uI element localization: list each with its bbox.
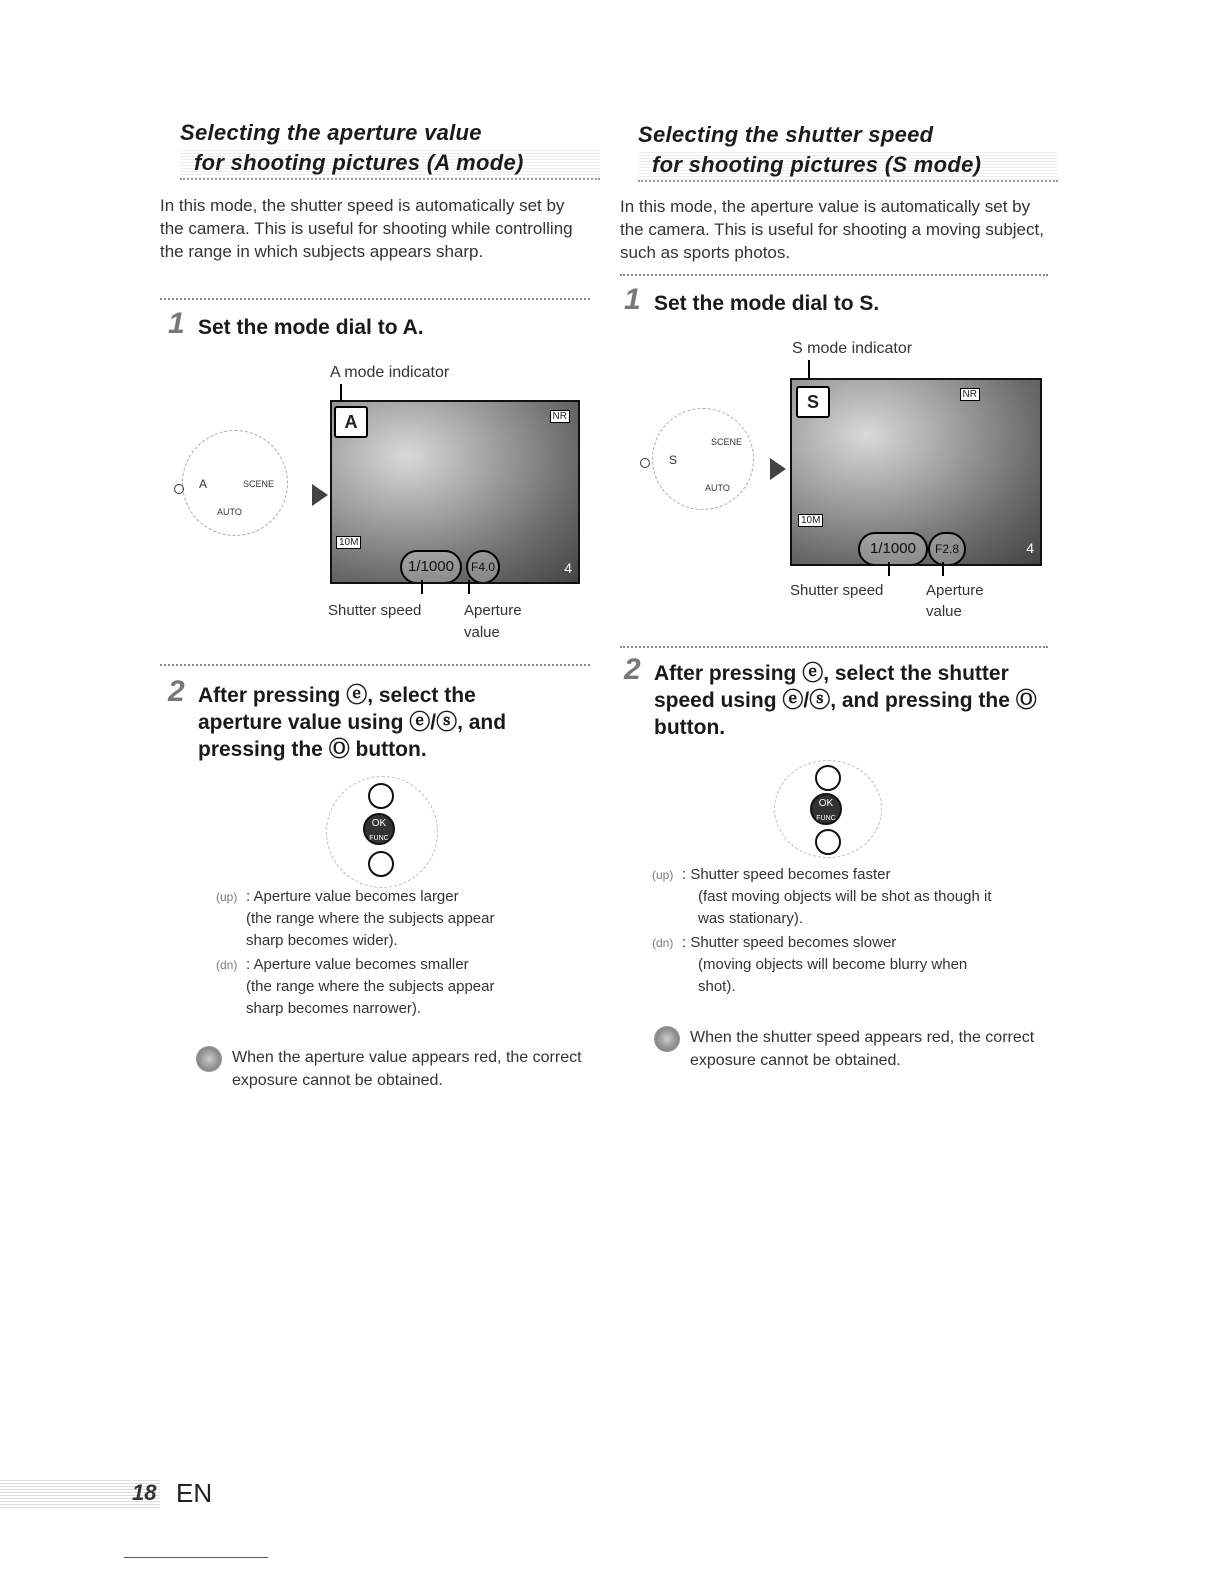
dial-marker <box>640 458 650 468</box>
aperture-readout: F4.0 <box>466 550 500 584</box>
mode-indicator-badge: S <box>796 386 830 418</box>
shutter-caption: Shutter speed <box>790 582 884 599</box>
nr-icon: NR <box>960 388 980 401</box>
desc-item: (up) : Shutter speed becomes faster <box>652 864 1052 886</box>
step-1: 1 Set the mode dial to A. <box>168 307 424 340</box>
up-icon: (up) <box>216 890 238 904</box>
step-2: 2 After pressing ⓔ, select the shutter speed using ⓔ/ⓢ, and pressing the Ⓞ button. <box>624 653 1037 739</box>
up-button-icon <box>368 783 394 809</box>
aperture-pointer <box>942 562 944 576</box>
page-language: EN <box>176 1478 213 1508</box>
caution-note: When the aperture value appears red, the correct exposure cannot be obtained. <box>232 1046 582 1092</box>
down-icon: (dn) <box>216 958 238 972</box>
aperture-pointer <box>468 580 470 594</box>
aperture-caption-2: value <box>926 603 962 620</box>
step-2: 2 After pressing ⓔ, select the aperture value using ⓔ/ⓢ, and pressing the Ⓞ button. <box>168 675 507 761</box>
down-button-icon <box>815 829 841 855</box>
aperture-caption-2: value <box>464 624 500 641</box>
step-number: 2 <box>168 675 185 708</box>
up-icon: (up) <box>652 868 674 882</box>
image-size-icon: 10M <box>336 536 361 549</box>
arrow-icon <box>312 484 328 506</box>
down-button-icon <box>368 851 394 877</box>
desc-list: (up) : Shutter speed becomes faster (fast moving objects will be shot as though it was stationary). (dn) : Shutter speed becomes slower (moving objects will become blurry when shot). <box>652 864 1052 998</box>
mode-dial: A SCENE AUTO <box>182 430 288 536</box>
shutter-caption: Shutter speed <box>328 602 422 619</box>
shutter-speed-readout: 1/1000 <box>858 532 928 566</box>
desc-list: (up) : Aperture value becomes larger (the range where the subjects appear sharp becomes wider). (dn) : Aperture value becomes smaller (the range where the subjects appear sharp becomes narrower). <box>216 886 596 1020</box>
section-title-a-mode: Selecting the aperture value for shooting pictures (A mode) <box>180 118 600 180</box>
divider <box>620 646 1048 648</box>
step-number: 2 <box>624 653 641 686</box>
divider <box>620 274 1048 276</box>
lcd-screen-s <box>790 378 1042 566</box>
down-icon: (dn) <box>652 936 674 950</box>
caution-note: When the shutter speed appears red, the correct exposure cannot be obtained. <box>690 1026 1040 1072</box>
step-number: 1 <box>168 307 185 340</box>
indicator-label: S mode indicator <box>792 340 913 357</box>
section-title-s-mode: Selecting the shutter speed for shooting pictures (S mode) <box>638 120 1058 182</box>
shutter-pointer <box>421 580 423 594</box>
divider <box>160 298 590 300</box>
intro-text: In this mode, the shutter speed is automatically set by the camera. This is useful for shooting while controlling the range in which subjects appears sharp. <box>160 196 573 261</box>
aperture-caption: Aperture <box>926 582 984 599</box>
mode-dial: S SCENE AUTO <box>652 408 754 510</box>
divider <box>160 664 590 666</box>
dial-marker <box>174 484 184 494</box>
arrow-icon <box>770 458 786 480</box>
step-1: 1 Set the mode dial to S. <box>624 283 880 316</box>
image-size-icon: 10M <box>798 514 823 527</box>
caution-icon <box>196 1046 222 1072</box>
footer-line <box>124 1557 268 1558</box>
shutter-speed-readout: 1/1000 <box>400 550 462 584</box>
control-pad <box>774 760 882 858</box>
ok-func-button: OK FUNC <box>363 813 395 845</box>
aperture-readout: F2.8 <box>928 532 966 566</box>
page-number: 18 <box>132 1480 157 1505</box>
aperture-caption: Aperture <box>464 602 522 619</box>
control-pad <box>326 776 438 888</box>
desc-item: (up) : Aperture value becomes larger <box>216 886 596 908</box>
step-number: 1 <box>624 283 641 316</box>
caution-icon <box>654 1026 680 1052</box>
indicator-label: A mode indicator <box>330 364 450 381</box>
shot-count: 4 <box>1026 540 1034 556</box>
desc-item: (dn) : Aperture value becomes smaller <box>216 954 596 976</box>
shutter-pointer <box>888 562 890 576</box>
ok-func-button: OK FUNC <box>810 793 842 825</box>
shot-count: 4 <box>564 560 572 576</box>
intro-text: In this mode, the aperture value is automatically set by the camera. This is useful for shooting a moving subject, such as sports photos. <box>620 197 1044 262</box>
indicator-pointer <box>808 360 810 380</box>
nr-icon: NR <box>550 410 570 423</box>
desc-item: (dn) : Shutter speed becomes slower <box>652 932 1052 954</box>
mode-indicator-badge: A <box>334 406 368 438</box>
up-button-icon <box>815 765 841 791</box>
lcd-screen-a <box>330 400 580 584</box>
